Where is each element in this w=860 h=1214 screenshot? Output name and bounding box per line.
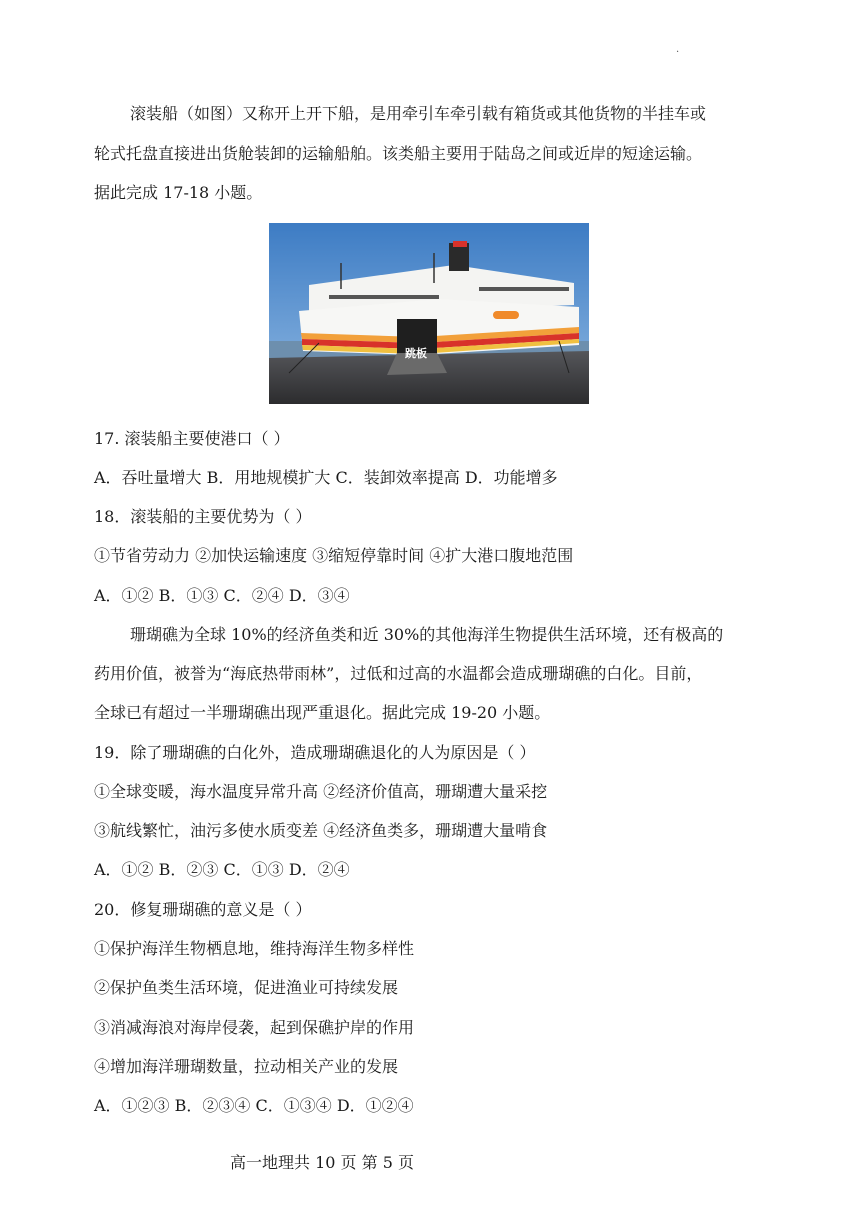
intro2-line2: 药用价值，被誉为“海底热带雨林”，过低和过高的水温都会造成珊瑚礁的白化。目前， <box>94 664 703 683</box>
q20-item-4: ④增加海洋珊瑚数量，拉动相关产业的发展 <box>94 1057 399 1076</box>
q20-stem: 20．修复珊瑚礁的意义是（ ） <box>94 900 312 919</box>
q19-items-2: ③航线繁忙，油污多使水质变差 ④经济鱼类多，珊瑚遭大量啃食 <box>94 821 548 840</box>
roro-ship-photo <box>269 223 589 404</box>
q20-item-3: ③消减海浪对海岸侵袭，起到保礁护岸的作用 <box>94 1018 415 1037</box>
q20-options: A．①②③ B．②③④ C．①③④ D．①②④ <box>94 1096 414 1115</box>
page-footer: 高一地理共 10 页 第 5 页 <box>230 1153 414 1172</box>
intro1-line1: 滚装船（如图）又称开上开下船，是用牵引车牵引载有箱货或其他货物的半挂车或 <box>130 104 707 123</box>
page-mark: . <box>676 44 680 55</box>
q19-stem: 19．除了珊瑚礁的白化外，造成珊瑚礁退化的人为原因是（ ） <box>94 743 536 762</box>
q20-item-2: ②保护鱼类生活环境，促进渔业可持续发展 <box>94 978 399 997</box>
intro2-line3: 全球已有超过一半珊瑚礁出现严重退化。据此完成 19-20 小题。 <box>94 703 551 722</box>
q18-options: A．①② B．①③ C．②④ D．③④ <box>94 586 350 605</box>
q17-options: A．吞吐量增大 B．用地规模扩大 C．装卸效率提高 D．功能增多 <box>94 468 558 487</box>
q20-item-1: ①保护海洋生物栖息地，维持海洋生物多样性 <box>94 939 415 958</box>
q19-items-1: ①全球变暖，海水温度异常升高 ②经济价值高，珊瑚遭大量采挖 <box>94 782 548 801</box>
q18-items: ①节省劳动力 ②加快运输速度 ③缩短停靠时间 ④扩大港口腹地范围 <box>94 546 574 565</box>
intro1-line2: 轮式托盘直接进出货舱装卸的运输船舶。该类船主要用于陆岛之间或近岸的短途运输。 <box>94 144 703 163</box>
q19-options: A．①② B．②③ C．①③ D．②④ <box>94 860 350 879</box>
q17-stem: 17. 滚装船主要使港口（ ） <box>94 429 290 448</box>
intro1-line3: 据此完成 17-18 小题。 <box>94 183 263 202</box>
intro2-line1: 珊瑚礁为全球 10%的经济鱼类和近 30%的其他海洋生物提供生活环境，还有极高的 <box>130 625 724 644</box>
ramp-label: 跳板 <box>405 347 427 360</box>
q18-stem: 18．滚装船的主要优势为（ ） <box>94 507 312 526</box>
